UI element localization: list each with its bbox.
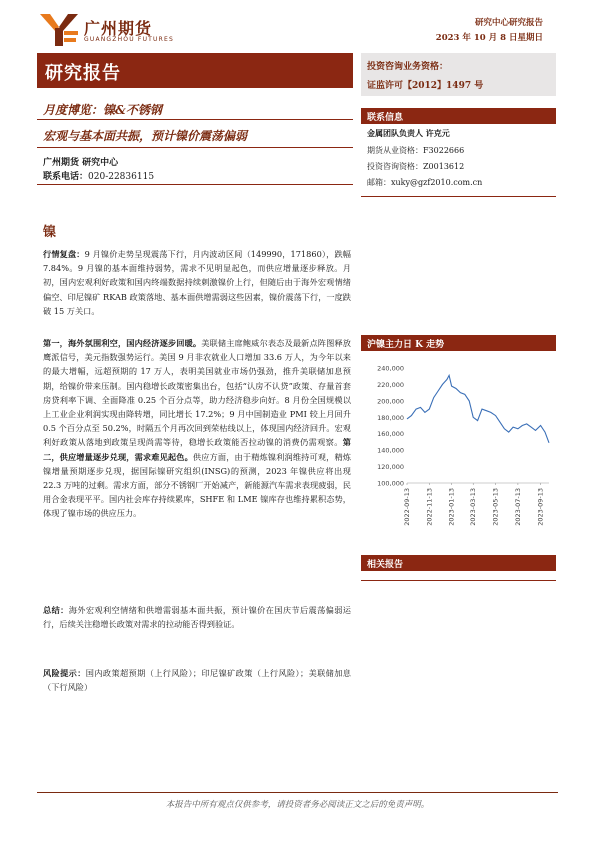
license-box bbox=[361, 53, 556, 96]
report-type-label: 研究报告 bbox=[45, 63, 121, 84]
footer-divider bbox=[37, 792, 558, 793]
market-review-lead: 行情复盘： bbox=[43, 249, 85, 259]
summary-paragraph bbox=[43, 603, 351, 631]
futures-qualification-value: F3022666 bbox=[423, 146, 465, 155]
related-reports-header bbox=[361, 555, 556, 571]
chart-header bbox=[361, 335, 556, 351]
contact-phone bbox=[43, 169, 154, 182]
y-tick-label: 160,000 bbox=[377, 430, 404, 439]
summary-body: 海外宏观利空情绪和供增需弱基本面共振，预计镍价在国庆节后震荡偏弱运行，后续关注稳增长政策对需求的拉动能否得到验证。 bbox=[43, 605, 351, 630]
market-review-paragraph bbox=[43, 247, 351, 318]
team-lead: 金属团队负责人 许克元 bbox=[367, 128, 450, 138]
summary-lead: 总结： bbox=[43, 605, 69, 615]
email-label: 邮箱： bbox=[367, 178, 391, 187]
x-tick-label: 2022-11-13 bbox=[425, 488, 434, 526]
report-date: 2023 年 10 月 8 日星期日 bbox=[435, 33, 543, 43]
x-tick-label: 2022-09-13 bbox=[403, 488, 411, 526]
analysis-body-1: 美联储主席鲍威尔表态及最新点阵图释放鹰派信号，美元指数强势运行。美国 9 月非农就业人口增加 33.6 万人，为今年以来的最大增幅，远超预期的 17 万人，表明美国就业市场仍强劲，推升美联储加息预期，给镍价带来压制。国内稳增长政策密集出台，包括“认房不认贷”政策、存量首套房贷利率下调、全面降准 0.25 个百分点等，助力经济稳步向好。8 月份全国规模以上工业企业利润实现由降转增，同比增长 17.2%；9 月中国制造业 PMI 较上月回升 0.5 个百分点至 50.2%，时隔五个月再次回到荣枯线以上，体现国内经济回升。宏观利好政策从落地到政策呈现尚需等待，稳增长政策能否拉动镍的消费仍需观察。 bbox=[43, 338, 351, 448]
consult-qualification-value: Z0013612 bbox=[423, 162, 465, 171]
org-divider bbox=[37, 184, 353, 185]
contact-email bbox=[367, 177, 482, 188]
y-tick-label: 220,000 bbox=[377, 380, 404, 389]
x-tick-label: 2023-07-13 bbox=[513, 488, 522, 526]
consult-qualification bbox=[367, 161, 464, 172]
analysis-lead-1: 第一，海外氛围利空，国内经济逐步回暖。 bbox=[43, 338, 202, 348]
x-tick-label: 2023-03-13 bbox=[469, 488, 478, 526]
section-heading: 镍 bbox=[43, 225, 57, 240]
company-name-cn: 广州期货 bbox=[84, 19, 153, 38]
y-tick-label: 180,000 bbox=[377, 413, 404, 422]
futures-qualification bbox=[367, 145, 464, 156]
futures-qualification-label: 期货从业资格： bbox=[367, 146, 423, 155]
consult-qualification-label: 投资咨询资格： bbox=[367, 162, 423, 171]
analysis-paragraph bbox=[43, 336, 351, 521]
license-value: 证监许可【2012】1497 号 bbox=[367, 81, 484, 91]
report-sub-title: 宏观与基本面共振，预计镍价震荡偏弱 bbox=[43, 129, 248, 143]
y-tick-label: 200,000 bbox=[377, 397, 404, 406]
company-name-en: GUANGZHOU FUTURES bbox=[84, 36, 174, 43]
y-tick-label: 120,000 bbox=[377, 463, 404, 472]
phone-value: 020-22836115 bbox=[88, 172, 155, 182]
risk-body: 国内政策超预期（上行风险）；印尼镍矿政策（上行风险）；美联储加息（下行风险） bbox=[43, 668, 351, 693]
risk-lead: 风险提示： bbox=[43, 668, 86, 678]
related-reports-title: 相关报告 bbox=[367, 560, 404, 570]
price-series-line bbox=[407, 375, 549, 442]
contact-info-title: 联系信息 bbox=[367, 113, 404, 123]
report-department: 研究中心研究报告 bbox=[474, 18, 543, 28]
company-logo-mark-icon bbox=[40, 14, 78, 46]
y-tick-label: 140,000 bbox=[377, 446, 404, 455]
license-label: 投资咨询业务资格： bbox=[367, 62, 449, 72]
risk-paragraph bbox=[43, 666, 351, 694]
phone-label: 联系电话： bbox=[43, 172, 89, 182]
report-type-banner bbox=[37, 53, 353, 88]
analysis-body-2: 供应方面，由于精炼镍利润维持可观，精炼镍增量预期逐步兑现，据国际镍研究组织(INSG)的预测，2023 年镍供应将出现 22.3 万吨的过剩。需求方面，部分不锈钢厂开始减产，新能源汽车需求表现疲弱，民用合金表现平平。国内社会库存持续累库，SHFE 和 LME 镍库存也维持累积态势，体现了镍市场的供应压力。 bbox=[43, 451, 351, 519]
report-main-title: 月度博览：镍&不锈钢 bbox=[43, 103, 162, 117]
x-tick-label: 2023-01-13 bbox=[447, 488, 456, 526]
market-review-body: 9 月镍价走势呈现震荡下行，月内波动区间（149990，171860），跌幅 7.84%。9 月镍的基本面维持弱势，需求不见明显起色，而供应增量逐步释放。月初，国内宏观利好政策和国内终端数据持续刺激镍价上行，但随后由于海外宏观情绪偏空、印尼镍矿 RKAB 政策落地、基本面供增需弱这些因素，镍价震荡下行，一度跌破 15 万关口。 bbox=[43, 249, 351, 316]
x-tick-label: 2023-09-13 bbox=[536, 488, 545, 526]
x-tick-label: 2023-05-13 bbox=[491, 488, 500, 526]
y-tick-label: 100,000 bbox=[377, 479, 404, 488]
chart-canvas bbox=[361, 358, 556, 548]
subtitle-divider bbox=[37, 147, 353, 148]
title-divider bbox=[37, 119, 353, 120]
footer-disclaimer: 本报告中所有观点仅供参考，请投资者务必阅读正文之后的免责声明。 bbox=[165, 800, 430, 810]
email-value[interactable]: xuky@gzf2010.com.cn bbox=[391, 178, 483, 187]
nickel-price-chart bbox=[361, 358, 556, 548]
related-divider bbox=[361, 580, 556, 581]
chart-title: 沪镍主力日 K 走势 bbox=[367, 340, 445, 350]
org-name: 广州期货 研究中心 bbox=[43, 158, 119, 168]
contact-info-header bbox=[361, 108, 556, 124]
company-logo bbox=[40, 14, 190, 48]
analysis-lead-2: 第二，供应增量逐步兑现，需求难见起色。 bbox=[43, 437, 351, 462]
contact-divider bbox=[361, 196, 556, 197]
y-tick-label: 240,000 bbox=[377, 364, 404, 373]
